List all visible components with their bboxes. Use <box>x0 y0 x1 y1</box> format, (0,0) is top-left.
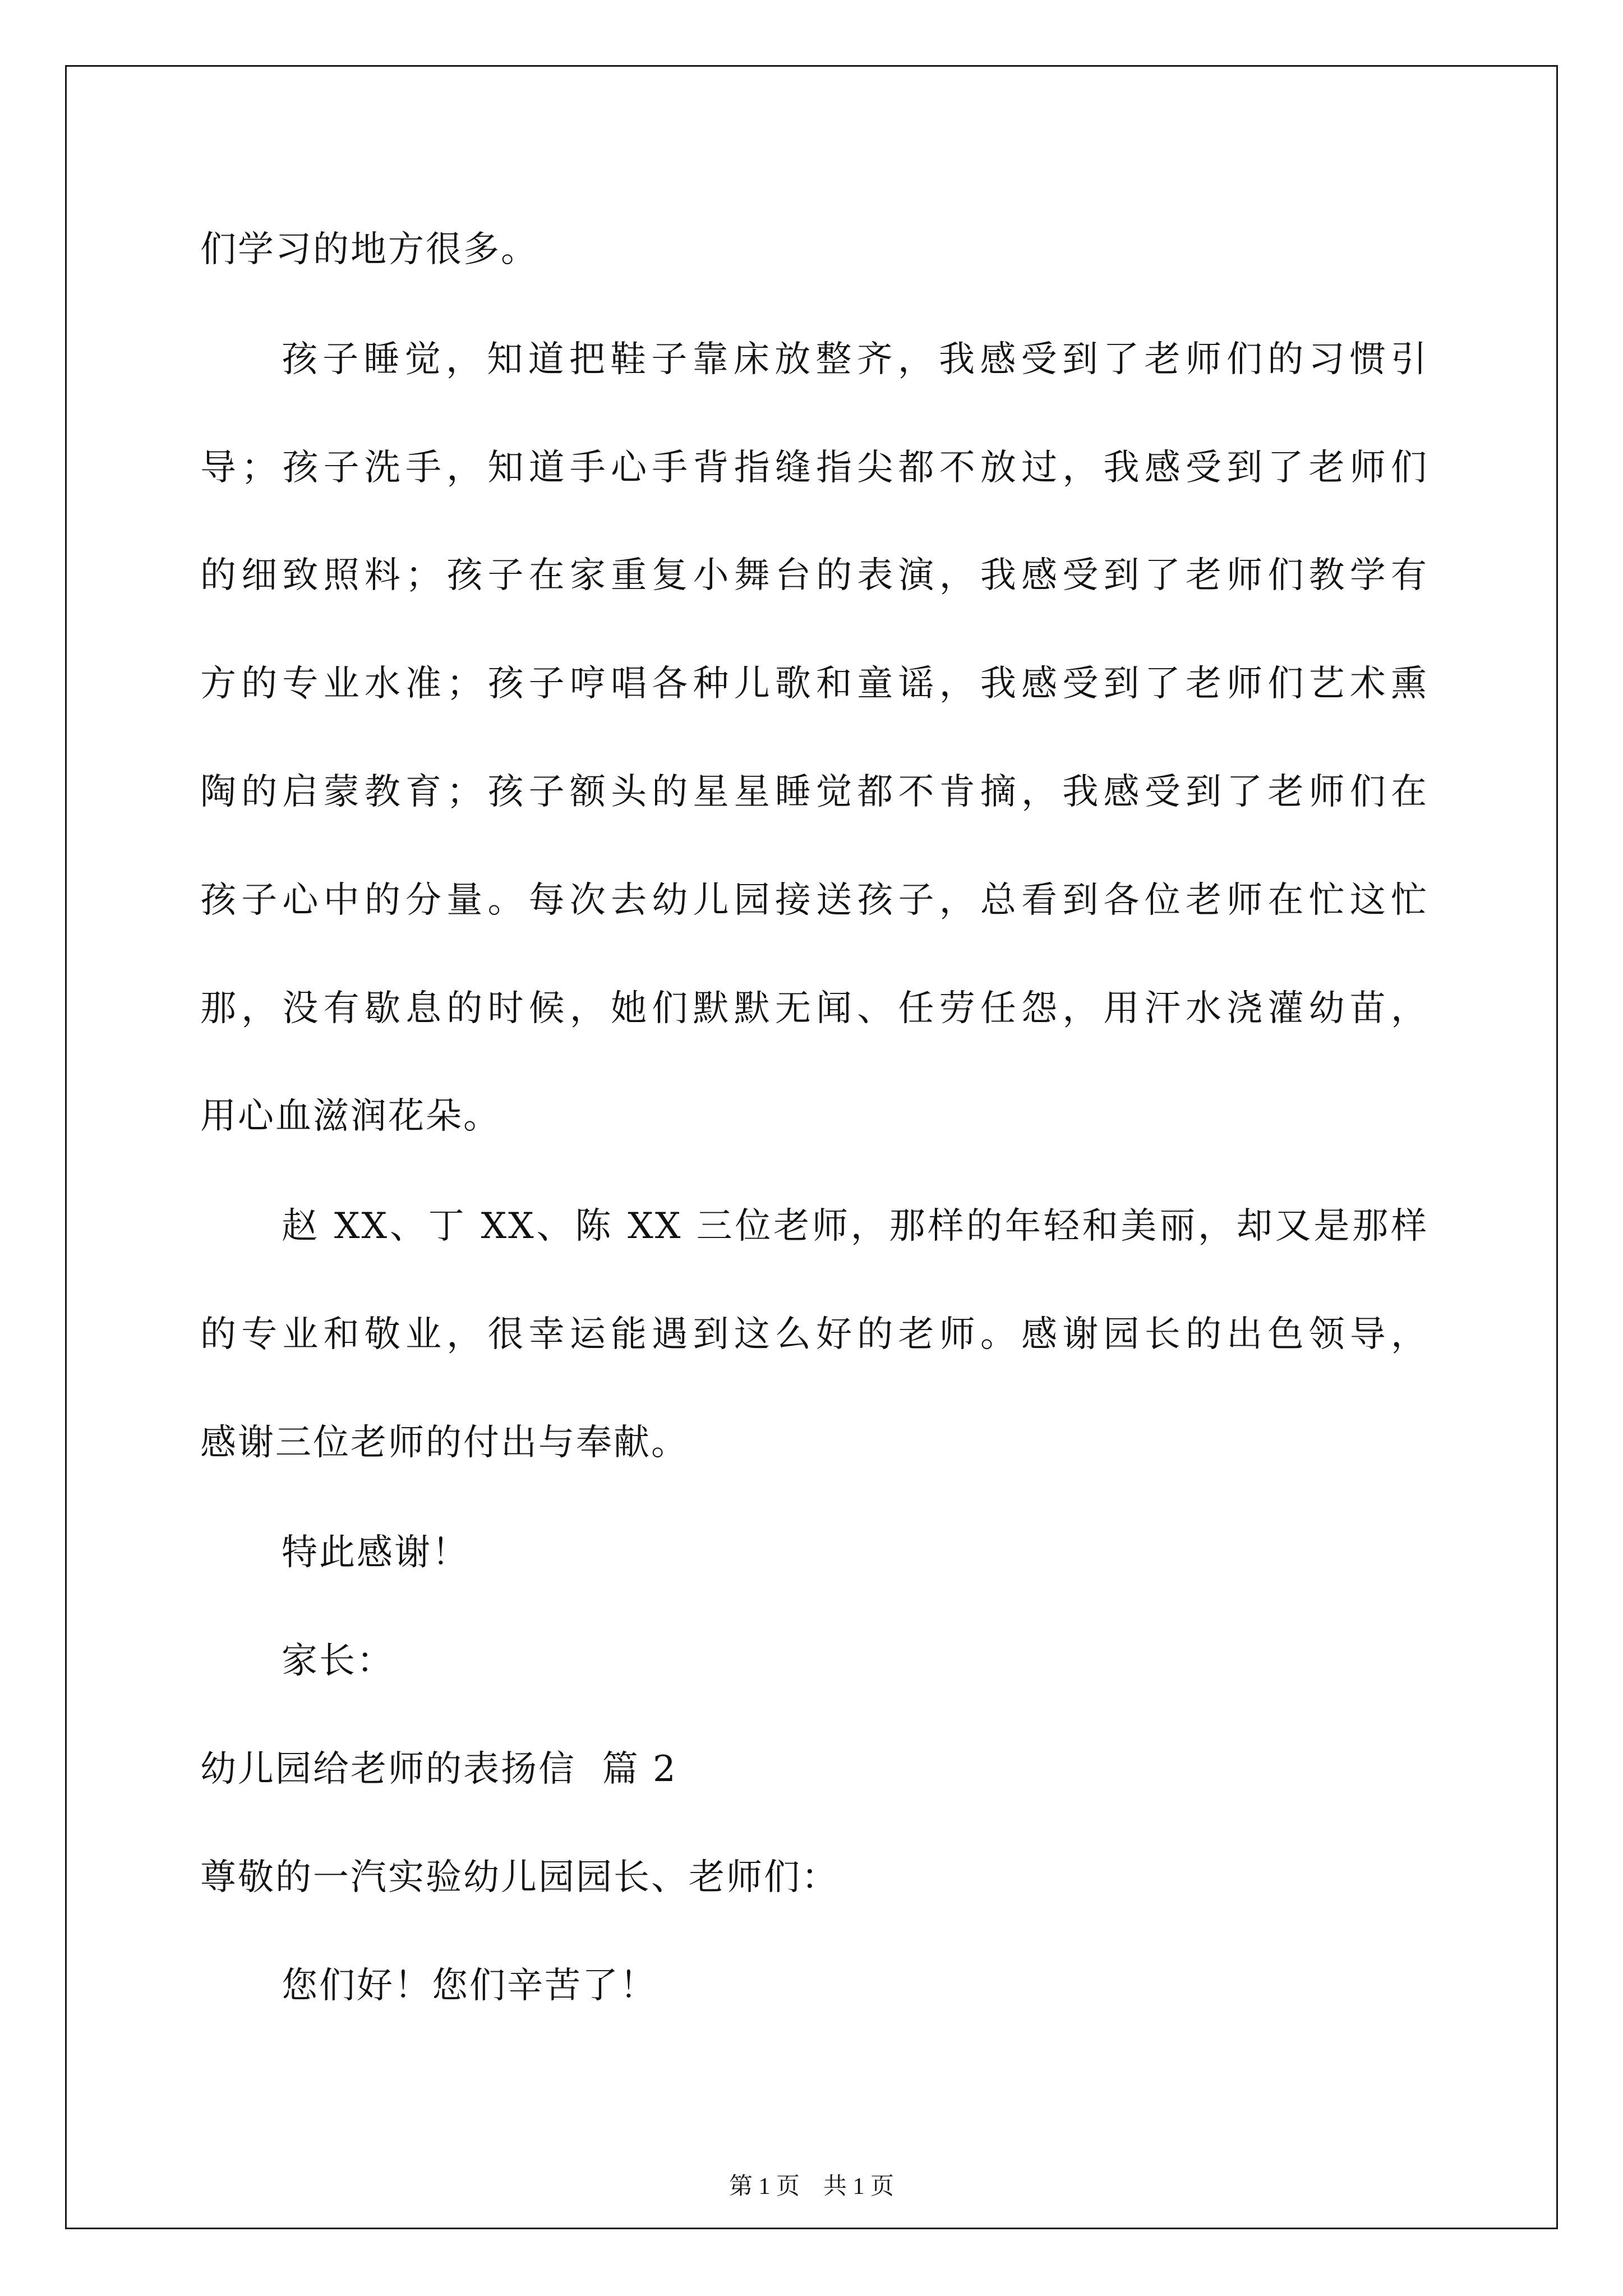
paragraph-line: 的专业和敬业，很幸运能遇到这么好的老师。感谢园长的出色领导， <box>200 1314 1428 1355</box>
page-border <box>65 65 1558 2229</box>
paragraph-line: 那，没有歇息的时候，她们默默无闻、任劳任怨，用汗水浇灌幼苗， <box>200 988 1428 1029</box>
paragraph-line: 赵 XX、丁 XX、陈 XX 三位老师，那样的年轻和美丽，却又是那样 <box>282 1205 1428 1247</box>
paragraph-line: 陶的启蒙教育；孩子额头的星星睡觉都不肯摘，我感受到了老师们在 <box>200 771 1428 813</box>
page-footer: 第 1 页 共 1 页 <box>728 2174 894 2200</box>
greeting-line: 您们好！您们辛苦了！ <box>282 1965 657 2007</box>
closing-line: 特此感谢！ <box>282 1532 469 1573</box>
paragraph-line: 的细致照料；孩子在家重复小舞台的表演，我感受到了老师们教学有 <box>200 555 1428 596</box>
paragraph-line: 感谢三位老师的付出与奉献。 <box>200 1422 689 1464</box>
paragraph-line: 用心血滋润花朵。 <box>200 1096 501 1137</box>
section-heading: 幼儿园给老师的表扬信 篇 2 <box>200 1749 677 1790</box>
paragraph-line: 孩子睡觉，知道把鞋子靠床放整齐，我感受到了老师们的习惯引 <box>282 339 1428 380</box>
paragraph-line: 导；孩子洗手，知道手心手背指缝指尖都不放过，我感受到了老师们 <box>200 447 1428 489</box>
signature-line: 家长： <box>282 1640 394 1682</box>
salutation-line: 尊敬的一汽实验幼儿园园长、老师们： <box>200 1857 839 1898</box>
paragraph-line: 孩子心中的分量。每次去幼儿园接送孩子，总看到各位老师在忙这忙 <box>200 880 1428 921</box>
paragraph-line: 方的专业水准；孩子哼唱各种儿歌和童谣，我感受到了老师们艺术熏 <box>200 663 1428 705</box>
paragraph-line: 们学习的地方很多。 <box>200 229 538 270</box>
